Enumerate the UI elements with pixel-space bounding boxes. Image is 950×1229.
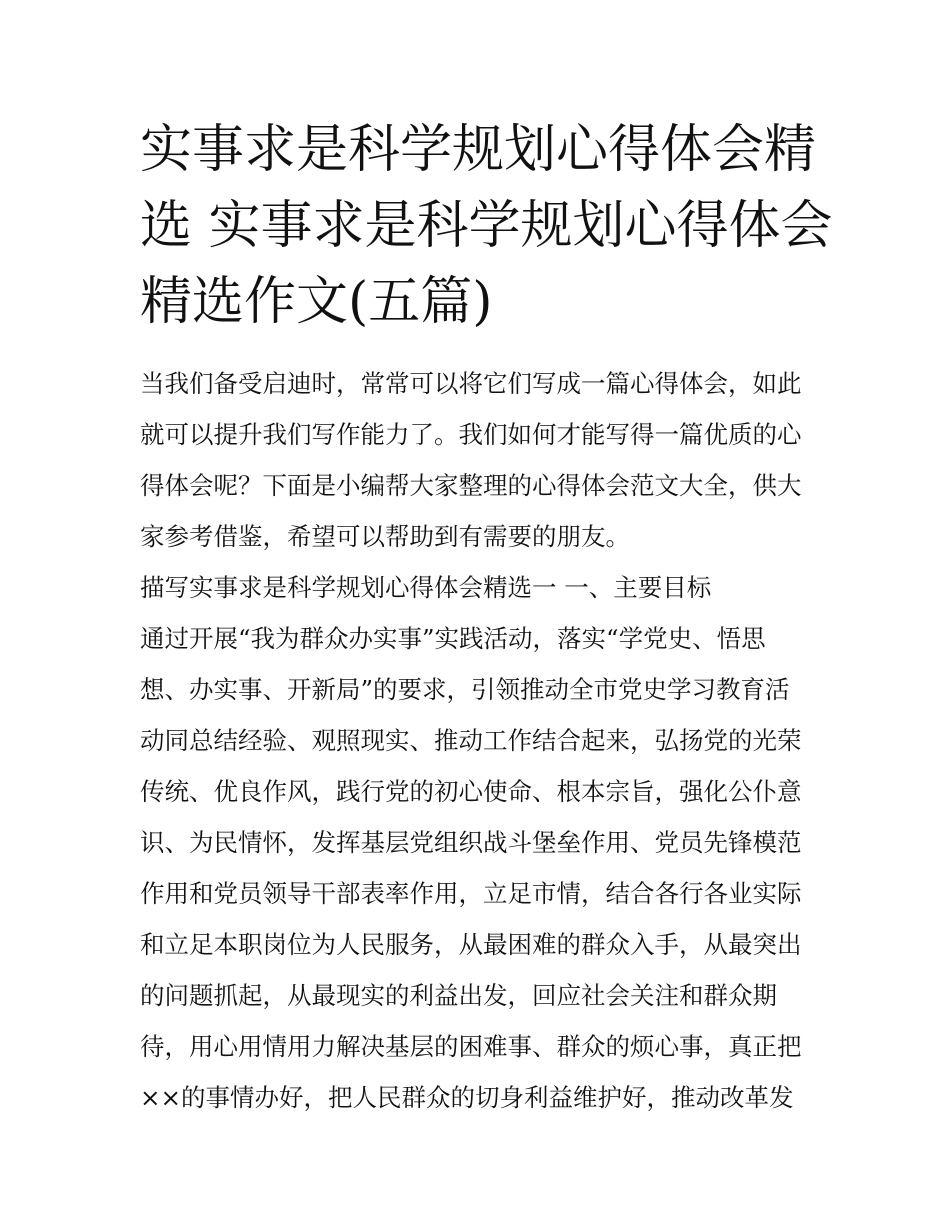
body-line: 就可以提升我们写作能力了。我们如何才能写得一篇优质的心 <box>140 420 802 449</box>
body-line: 动同总结经验、观照现实、推动工作结合起来，弘扬党的光荣 <box>140 726 802 755</box>
body-line: 通过开展“我为群众办实事”实践活动，落实“学党史、悟思 <box>140 624 766 653</box>
body-line: 和立足本职岗位为人民服务，从最困难的群众入手，从最突出 <box>140 930 802 959</box>
body-line: 识、为民情怀，发挥基层党组织战斗堡垒作用、党员先锋模范 <box>140 828 802 857</box>
document-body <box>140 358 820 1123</box>
body-line: 待，用心用情用力解决基层的困难事、群众的烦心事，真正把 <box>140 1032 802 1061</box>
title-line: 选 实事求是科学规划心得体会 <box>140 196 833 256</box>
body-line: 的问题抓起，从最现实的利益出发，回应社会关注和群众期 <box>140 981 777 1010</box>
document-title <box>140 112 833 340</box>
body-line: 得体会呢？下面是小编帮大家整理的心得体会范文大全，供大 <box>140 471 802 500</box>
body-line: 想、办实事、开新局”的要求，引领推动全市党史学习教育活 <box>140 675 790 704</box>
body-line: ××的事情办好，把人民群众的切身利益维护好，推动改革发 <box>140 1083 794 1112</box>
body-line: 当我们备受启迪时，常常可以将它们写成一篇心得体会，如此 <box>140 369 802 398</box>
body-line: 传统、优良作风，践行党的初心使命、根本宗旨，强化公仆意 <box>140 777 802 806</box>
title-line: 精选作文(五篇) <box>140 272 493 332</box>
section-heading-line: 描写实事求是科学规划心得体会精选一 一、主要目标 <box>140 573 712 602</box>
body-line: 作用和党员领导干部表率作用，立足市情，结合各行各业实际 <box>140 879 802 908</box>
title-line: 实事求是科学规划心得体会精 <box>140 120 817 180</box>
body-line: 家参考借鉴，希望可以帮助到有需要的朋友。 <box>140 522 630 551</box>
